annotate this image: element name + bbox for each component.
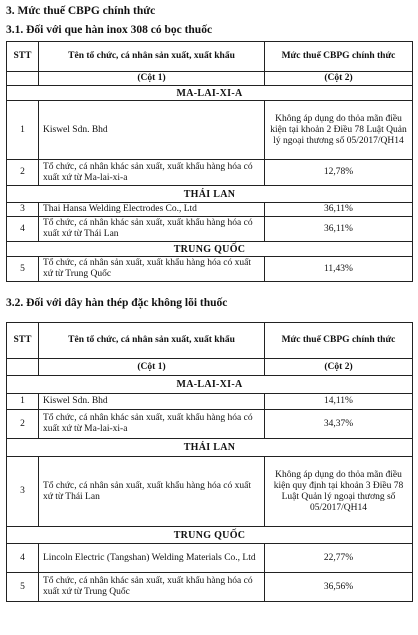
row-stt: 2: [7, 410, 39, 439]
table-1-header-row: [7, 42, 413, 72]
row-rate: 36,56%: [265, 573, 413, 602]
row-stt: 4: [7, 544, 39, 573]
subsection-2-title: 3.2. Đối với dây hàn thép đặc không lõi thuốc: [6, 297, 228, 309]
table-2-column-label-row: [7, 359, 413, 376]
country-row: [7, 242, 413, 257]
table-1-column-label-row: [7, 72, 413, 86]
table-row: [7, 217, 413, 242]
row-stt: 3: [7, 457, 39, 527]
column-label-2: (Cột 2): [265, 72, 413, 86]
country-name: MA-LAI-XI-A: [7, 376, 413, 394]
row-rate: 11,43%: [265, 257, 413, 282]
country-row: [7, 186, 413, 203]
row-stt: 4: [7, 217, 39, 242]
country-row: [7, 86, 413, 101]
row-rate: 36,11%: [265, 203, 413, 217]
header-org: Tên tổ chức, cá nhân sản xuất, xuất khẩu: [39, 323, 265, 359]
table-row: [7, 257, 413, 282]
row-rate: 14,11%: [265, 394, 413, 410]
row-rate: Không áp dụng do thỏa mãn điều kiện tại khoản 2 Điều 78 Luật Quản lý ngoại thương số 05/2017/QH14: [265, 101, 413, 160]
table-2-header-row: [7, 323, 413, 359]
row-stt: 5: [7, 573, 39, 602]
row-stt: 5: [7, 257, 39, 282]
row-org: Thai Hansa Welding Electrodes Co., Ltd: [39, 203, 265, 217]
country-row: [7, 527, 413, 544]
row-org: Tổ chức, cá nhân khác sản xuất, xuất khẩu hàng hóa có xuất xứ từ Thái Lan: [39, 217, 265, 242]
row-org: Kiswel Sdn. Bhd: [39, 101, 265, 160]
row-rate: 12,78%: [265, 160, 413, 186]
header-rate: Mức thuế CBPG chính thức: [265, 323, 413, 359]
country-name: THÁI LAN: [7, 439, 413, 457]
section-title: 3. Mức thuế CBPG chính thức: [6, 5, 156, 17]
row-stt: 2: [7, 160, 39, 186]
table-row: [7, 203, 413, 217]
table-row: [7, 573, 413, 602]
row-org: Tổ chức, cá nhân khác sản xuất, xuất khẩu hàng hóa có xuất xứ từ Ma-lai-xi-a: [39, 160, 265, 186]
country-name: TRUNG QUỐC: [7, 242, 413, 257]
row-org: Tổ chức, cá nhân khác sản xuất, xuất khẩu hàng hóa có xuất xứ từ Trung Quốc: [39, 573, 265, 602]
row-org: Kiswel Sdn. Bhd: [39, 394, 265, 410]
row-rate: 34,37%: [265, 410, 413, 439]
table-row: [7, 410, 413, 439]
row-org: Tổ chức, cá nhân sản xuất, xuất khẩu hàng hóa có xuất xứ từ Thái Lan: [39, 457, 265, 527]
row-rate: Không áp dụng do thỏa mãn điều kiện quy định tại khoản 3 Điều 78 Luật Quản lý ngoại thương số 05/2017/QH14: [265, 457, 413, 527]
row-org: Lincoln Electric (Tangshan) Welding Materials Co., Ltd: [39, 544, 265, 573]
country-name: THÁI LAN: [7, 186, 413, 203]
header-org: Tên tổ chức, cá nhân sản xuất, xuất khẩu: [39, 42, 265, 72]
table-row: [7, 544, 413, 573]
column-label-1: (Cột 1): [39, 72, 265, 86]
header-rate: Mức thuế CBPG chính thức: [265, 42, 413, 72]
country-row: [7, 376, 413, 394]
row-rate: 36,11%: [265, 217, 413, 242]
table-row: [7, 457, 413, 527]
header-stt: STT: [7, 42, 39, 72]
column-label-2: (Cột 2): [265, 359, 413, 376]
row-stt: 1: [7, 394, 39, 410]
row-stt: 3: [7, 203, 39, 217]
table-2: [6, 322, 413, 602]
table-1: [6, 41, 413, 282]
table-row: [7, 394, 413, 410]
row-org: Tổ chức, cá nhân khác sản xuất, xuất khẩu hàng hóa có xuất xứ từ Ma-lai-xi-a: [39, 410, 265, 439]
country-name: MA-LAI-XI-A: [7, 86, 413, 101]
row-org: Tổ chức, cá nhân sản xuất, xuất khẩu hàng hóa có xuất xứ từ Trung Quốc: [39, 257, 265, 282]
subsection-1-title: 3.1. Đối với que hàn inox 308 có bọc thuốc: [6, 24, 213, 36]
country-row: [7, 439, 413, 457]
header-stt: STT: [7, 323, 39, 359]
row-rate: 22,77%: [265, 544, 413, 573]
country-name: TRUNG QUỐC: [7, 527, 413, 544]
column-label-1: (Cột 1): [39, 359, 265, 376]
row-stt: 1: [7, 101, 39, 160]
table-row: [7, 160, 413, 186]
table-row: [7, 101, 413, 160]
